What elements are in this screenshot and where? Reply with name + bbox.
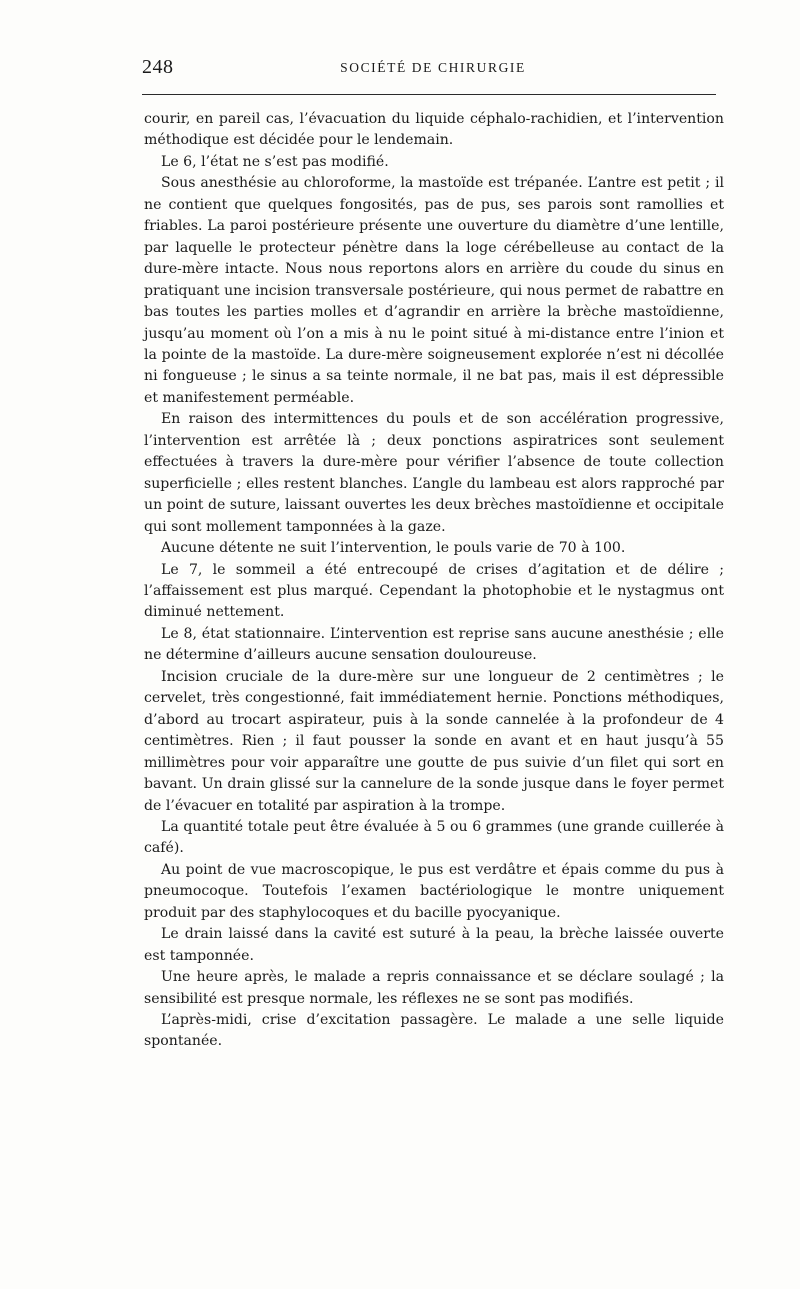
paragraph: L’après-midi, crise d’excitation passagère. Le malade a une selle liquide spontanée. bbox=[144, 1012, 724, 1050]
header-rule bbox=[142, 94, 716, 95]
paragraph-continuation: courir, en pareil cas, l’évacuation du liquide céphalo-rachidien, et l’intervention méthodique est décidée pour le lendemain. bbox=[144, 111, 724, 149]
paragraph: Le drain laissé dans la cavité est suturé à la peau, la brèche laissée ouverte est tamponnée. bbox=[144, 926, 724, 964]
paragraph: Le 7, le sommeil a été entrecoupé de crises d’agitation et de délire ; l’affaissement est plus marqué. Cependant la photophobie et le nystagmus ont diminué nettement. bbox=[144, 561, 724, 621]
paragraph: Au point de vue macroscopique, le pus est verdâtre et épais comme du pus à pneumocoque. Toutefois l’examen bactériologique le montre uniquement produit par des staphylocoques et du bacille pyocyanique. bbox=[144, 861, 724, 921]
running-head: SOCIÉTÉ DE CHIRURGIE bbox=[340, 60, 526, 75]
page-number: 248 bbox=[142, 56, 174, 78]
paragraph: Le 6, l’état ne s’est pas modifié. bbox=[161, 153, 389, 170]
paragraph: La quantité totale peut être évaluée à 5 ou 6 grammes (une grande cuillerée à café). bbox=[144, 818, 724, 857]
paragraph: Sous anesthésie au chloroforme, la mastoïde est trépanée. L’antre est petit ; il ne contient que quelques fongosités, pas de pus, ses parois sont ramollies et friables. La paroi postérieure présente une ouverture du diamètre d’une lentille, par laquelle le protecteur pénètre dans la loge cérébelleuse au contact de la dure-mère intacte. Nous nous reportons alors en arrière du coude du sinus en pratiquant une incision transversale postérieure, qui nous permet de rabattre en bas toutes les parties molles et d’agrandir en arrière la brèche mastoïdienne, jusqu’au moment où l’on a mis à nu le point situé à mi-distance entre l’inion et la pointe de la mastoïde. La dure-mère soigneusement explorée n’est ni décollée ni fongueuse ; le sinus a sa teinte normale, il ne bat pas, mais il est dépressible et manifestement perméable. bbox=[144, 175, 724, 406]
paragraph: Le 8, état stationnaire. L’intervention est reprise sans aucune anesthésie ; elle ne détermine d’ailleurs aucune sensation douloureuse. bbox=[144, 625, 724, 664]
paragraph: Incision cruciale de la dure-mère sur une longueur de 2 centimètres ; le cervelet, très congestionné, fait immédiatement hernie. Ponctions méthodiques, d’abord au trocart aspirateur, puis à la sonde cannelée à la profondeur de 4 centimètres. Rien ; il faut pousser la sonde en avant et en haut jusqu’à 55 millimètres pour voir apparaître une goutte de pus suivie d’un filet qui sort en bavant. Un drain glissé sur la cannelure de la sonde jusque dans le foyer permet de l’évacuer en totalité par aspiration à la trompe. bbox=[144, 668, 724, 814]
page-header bbox=[142, 56, 724, 80]
body-text bbox=[144, 109, 724, 1053]
paragraph: En raison des intermittences du pouls et de son accélération progressive, l’intervention est arrêtée là ; deux ponctions aspiratrices sont seulement effectuées à travers la dure-mère pour vérifier l’absence de toute collection superficielle ; elles restent blanches. L’angle du lambeau est alors rapproché par un point de suture, laissant ouvertes les deux brèches mastoïdienne et occipitale qui sont mollement tamponnées à la gaze. bbox=[144, 411, 724, 535]
paragraph: Aucune détente ne suit l’intervention, le pouls varie de 70 à 100. bbox=[161, 540, 626, 557]
paragraph: Une heure après, le malade a repris connaissance et se déclare soulagé ; la sensibilité est presque normale, les réflexes ne se sont pas modifiés. bbox=[144, 969, 724, 1007]
